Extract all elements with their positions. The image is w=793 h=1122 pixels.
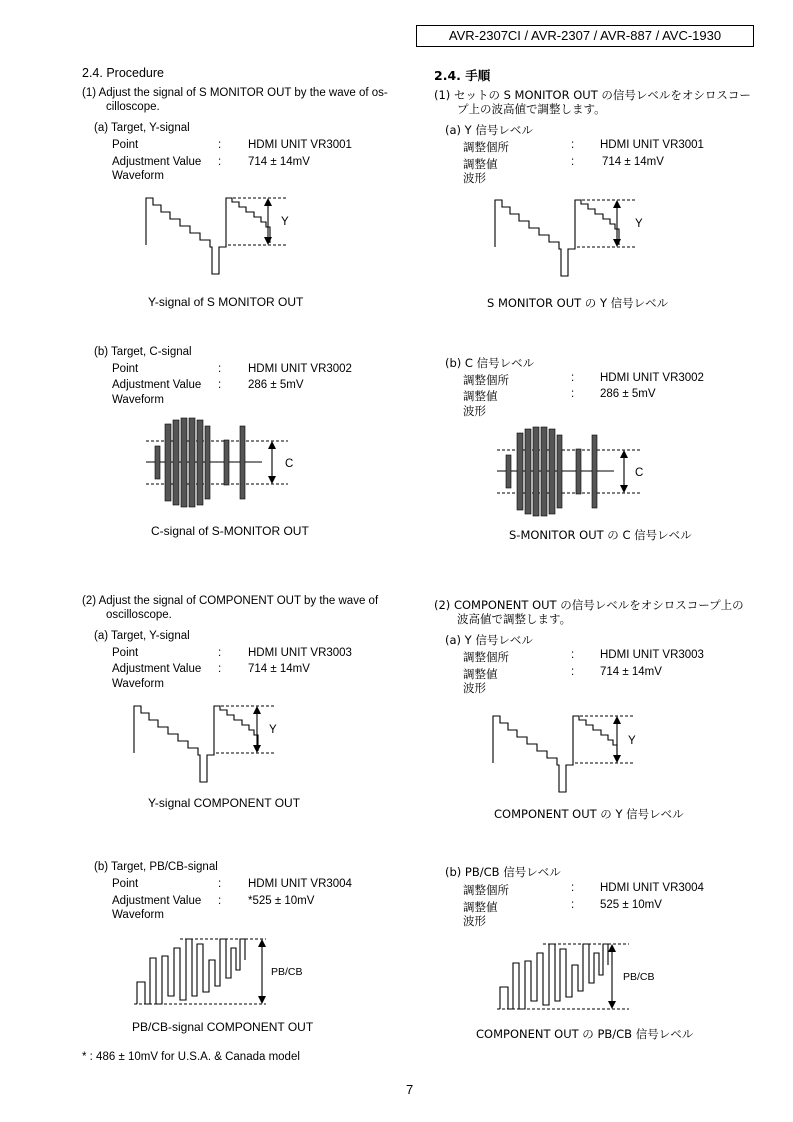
point-label: Point <box>112 139 139 151</box>
point-label-jp: 調整個所 <box>463 373 509 387</box>
adjustment-label-jp: 調整値 <box>463 157 498 171</box>
point-value: HDMI UNIT VR3004 <box>248 878 352 890</box>
waveform-label: Waveform <box>112 170 164 182</box>
adjustment-value: 714 ± 14mV <box>248 156 310 168</box>
y-label: Y <box>269 724 277 736</box>
adjustment-label: Adjustment Value <box>112 156 202 168</box>
colon: : <box>218 878 222 890</box>
c-label: C <box>635 467 644 479</box>
target-1b-title: (b) Target, C-signal <box>94 346 192 358</box>
caption-2b-jp: COMPONENT OUT の PB/CB 信号レベル <box>476 1027 694 1041</box>
y-label: Y <box>635 218 643 230</box>
waveform-label-jp: 波形 <box>463 681 486 695</box>
colon: : <box>571 882 575 894</box>
step-2-line2: oscilloscope. <box>106 609 172 621</box>
target-2b-title-jp: (b) PB/CB 信号レベル <box>445 865 561 879</box>
point-value-jp: HDMI UNIT VR3004 <box>600 882 704 894</box>
colon: : <box>218 647 222 659</box>
point-label-jp: 調整個所 <box>463 650 509 664</box>
step-2-line1-jp: (2) COMPONENT OUT の信号レベルをオシロスコープ上の <box>434 598 744 612</box>
step-1-line2: cilloscope. <box>106 101 160 113</box>
target-1a-title-jp: (a) Y 信号レベル <box>445 123 533 137</box>
adjustment-label: Adjustment Value <box>112 663 202 675</box>
colon: : <box>218 363 222 375</box>
point-value: HDMI UNIT VR3002 <box>248 363 352 375</box>
point-value-jp: HDMI UNIT VR3001 <box>600 139 704 151</box>
step-2-line1: (2) Adjust the signal of COMPONENT OUT by the wave of <box>82 595 379 607</box>
section-title: 2.4. Procedure <box>82 66 164 80</box>
section-title-jp: 2.4. 手順 <box>434 68 491 83</box>
pbcb-label: PB/CB <box>271 966 303 978</box>
point-label: Point <box>112 878 139 890</box>
adjustment-value-jp: 714 ± 14mV <box>600 666 662 678</box>
colon: : <box>218 663 222 675</box>
target-2b-title: (b) Target, PB/CB-signal <box>94 861 218 873</box>
adjustment-value: 286 ± 5mV <box>248 379 304 391</box>
adjustment-value-jp: 525 ± 10mV <box>600 899 662 911</box>
colon: : <box>571 372 575 384</box>
y-label: Y <box>281 216 289 228</box>
point-value: HDMI UNIT VR3003 <box>248 647 352 659</box>
colon: : <box>571 666 575 678</box>
target-2a-title-jp: (a) Y 信号レベル <box>445 633 533 647</box>
caption-1a-jp: S MONITOR OUT の Y 信号レベル <box>487 296 669 310</box>
colon: : <box>571 156 575 168</box>
pbcb-label: PB/CB <box>623 971 655 983</box>
adjustment-value: *525 ± 10mV <box>248 895 315 907</box>
caption-2a-jp: COMPONENT OUT の Y 信号レベル <box>494 807 684 821</box>
colon: : <box>571 139 575 151</box>
step-1-line2-jp: プ上の波高値で調整します。 <box>457 102 606 116</box>
adjustment-label-jp: 調整値 <box>463 667 498 681</box>
step-1-line1-jp: (1) セットの S MONITOR OUT の信号レベルをオシロスコー <box>434 88 751 102</box>
colon: : <box>218 895 222 907</box>
point-label: Point <box>112 647 139 659</box>
adjustment-value: 714 ± 14mV <box>248 663 310 675</box>
target-1a-title: (a) Target, Y-signal <box>94 122 190 134</box>
c-label: C <box>285 458 294 470</box>
caption-1b-jp: S-MONITOR OUT の C 信号レベル <box>509 528 692 542</box>
model-header: AVR-2307CI / AVR-2307 / AVR-887 / AVC-1930 <box>416 25 754 47</box>
caption-1a: Y-signal of S MONITOR OUT <box>148 295 304 309</box>
caption-2b: PB/CB-signal COMPONENT OUT <box>132 1020 314 1034</box>
waveform-label-jp: 波形 <box>463 914 486 928</box>
step-2-line2-jp: 波高値で調整します。 <box>457 612 572 626</box>
footnote: * : 486 ± 10mV for U.S.A. & Canada model <box>82 1051 300 1063</box>
waveform-label: Waveform <box>112 394 164 406</box>
adjustment-value-jp: 714 ± 14mV <box>602 156 664 168</box>
waveform-label-jp: 波形 <box>463 171 486 185</box>
target-2a-title: (a) Target, Y-signal <box>94 630 190 642</box>
target-1b-title-jp: (b) C 信号レベル <box>445 356 535 370</box>
point-value-jp: HDMI UNIT VR3003 <box>600 649 704 661</box>
colon: : <box>571 649 575 661</box>
colon: : <box>218 379 222 391</box>
adjustment-value-jp: 286 ± 5mV <box>600 388 656 400</box>
point-label-jp: 調整個所 <box>463 140 509 154</box>
point-label-jp: 調整個所 <box>463 883 509 897</box>
y-label: Y <box>628 735 636 747</box>
waveform-label-jp: 波形 <box>463 404 486 418</box>
point-value-jp: HDMI UNIT VR3002 <box>600 372 704 384</box>
adjustment-label: Adjustment Value <box>112 895 202 907</box>
point-value: HDMI UNIT VR3001 <box>248 139 352 151</box>
page-number: 7 <box>406 1082 414 1097</box>
waveform-label: Waveform <box>112 678 164 690</box>
colon: : <box>571 899 575 911</box>
caption-2a: Y-signal COMPONENT OUT <box>148 796 301 810</box>
adjustment-label-jp: 調整値 <box>463 900 498 914</box>
colon: : <box>571 388 575 400</box>
adjustment-label-jp: 調整値 <box>463 389 498 403</box>
adjustment-label: Adjustment Value <box>112 379 202 391</box>
caption-1b: C-signal of S-MONITOR OUT <box>151 524 309 538</box>
waveform-label: Waveform <box>112 909 164 921</box>
step-1-line1: (1) Adjust the signal of S MONITOR OUT by the wave of os- <box>82 87 388 99</box>
colon: : <box>218 139 222 151</box>
colon: : <box>218 156 222 168</box>
point-label: Point <box>112 363 139 375</box>
